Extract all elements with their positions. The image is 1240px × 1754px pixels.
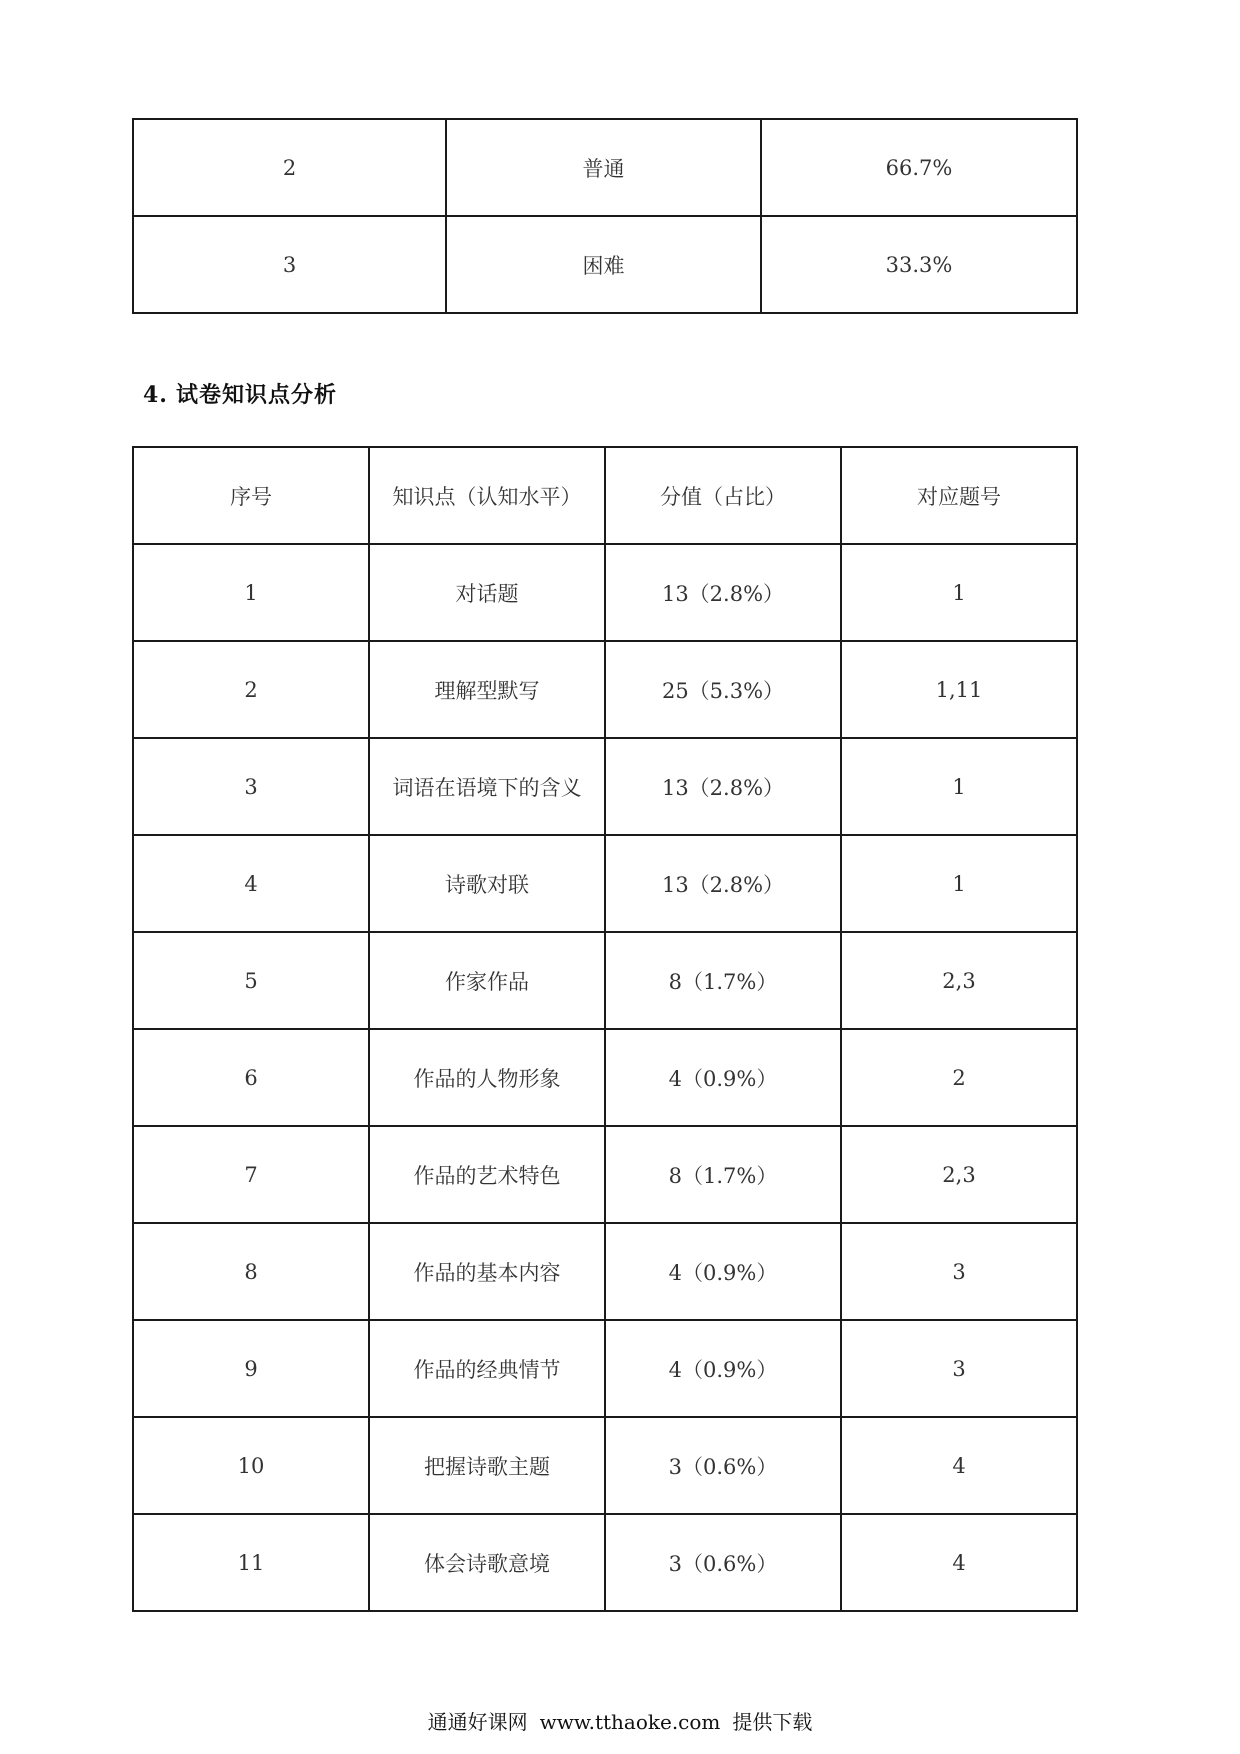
difficulty-level: 3: [133, 216, 446, 313]
table-row: [133, 1417, 1077, 1514]
row-number: 11: [133, 1514, 369, 1611]
row-number: 1: [133, 544, 369, 641]
score-ratio: 4（0.9%）: [605, 1029, 841, 1126]
knowledge-point: 理解型默写: [369, 641, 605, 738]
score-ratio: 8（1.7%）: [605, 1126, 841, 1223]
difficulty-table: [132, 118, 1078, 314]
row-number: 9: [133, 1320, 369, 1417]
table-row: [133, 641, 1077, 738]
table-row: [133, 738, 1077, 835]
row-number: 4: [133, 835, 369, 932]
section-number: 4.: [143, 382, 168, 408]
knowledge-point: 对话题: [369, 544, 605, 641]
score-ratio: 8（1.7%）: [605, 932, 841, 1029]
table-row: [133, 216, 1077, 313]
section-title: 试卷知识点分析: [175, 382, 337, 408]
row-number: 7: [133, 1126, 369, 1223]
question-numbers: 1: [841, 835, 1077, 932]
question-numbers: 2,3: [841, 1126, 1077, 1223]
question-numbers: 1: [841, 738, 1077, 835]
score-ratio: 13（2.8%）: [605, 738, 841, 835]
score-ratio: 13（2.8%）: [605, 544, 841, 641]
header-row: [133, 447, 1077, 544]
knowledge-point: 作品的艺术特色: [369, 1126, 605, 1223]
difficulty-percent: 33.3%: [761, 216, 1077, 313]
section-heading: [143, 378, 337, 409]
score-ratio: 13（2.8%）: [605, 835, 841, 932]
difficulty-level: 2: [133, 119, 446, 216]
table-row: [133, 932, 1077, 1029]
knowledge-table-body: [133, 544, 1077, 1611]
table-row: [133, 1514, 1077, 1611]
question-numbers: 1,11: [841, 641, 1077, 738]
knowledge-table-header: [133, 447, 1077, 544]
question-numbers: 3: [841, 1320, 1077, 1417]
score-ratio: 25（5.3%）: [605, 641, 841, 738]
question-numbers: 2,3: [841, 932, 1077, 1029]
question-numbers: 4: [841, 1514, 1077, 1611]
difficulty-percent: 66.7%: [761, 119, 1077, 216]
question-numbers: 4: [841, 1417, 1077, 1514]
column-header-number: 序号: [133, 447, 369, 544]
table-row: [133, 1126, 1077, 1223]
row-number: 3: [133, 738, 369, 835]
knowledge-point: 作品的人物形象: [369, 1029, 605, 1126]
table-row: [133, 1029, 1077, 1126]
knowledge-point: 词语在语境下的含义: [369, 738, 605, 835]
row-number: 2: [133, 641, 369, 738]
question-numbers: 2: [841, 1029, 1077, 1126]
knowledge-point-table: [132, 446, 1078, 1612]
row-number: 8: [133, 1223, 369, 1320]
table-row: [133, 835, 1077, 932]
table-row: [133, 1320, 1077, 1417]
score-ratio: 4（0.9%）: [605, 1320, 841, 1417]
row-number: 6: [133, 1029, 369, 1126]
question-numbers: 1: [841, 544, 1077, 641]
column-header-questions: 对应题号: [841, 447, 1077, 544]
column-header-knowledge-point: 知识点（认知水平）: [369, 447, 605, 544]
score-ratio: 3（0.6%）: [605, 1417, 841, 1514]
footer-url-link[interactable]: www.tthaoke.com: [539, 1710, 721, 1734]
knowledge-point: 作品的经典情节: [369, 1320, 605, 1417]
knowledge-point: 作品的基本内容: [369, 1223, 605, 1320]
table-row: [133, 544, 1077, 641]
table-row: [133, 1223, 1077, 1320]
score-ratio: 4（0.9%）: [605, 1223, 841, 1320]
difficulty-label: 普通: [446, 119, 761, 216]
difficulty-label: 困难: [446, 216, 761, 313]
question-numbers: 3: [841, 1223, 1077, 1320]
table-row: [133, 119, 1077, 216]
footer-site-name: 通通好课网: [427, 1710, 528, 1734]
page-footer: [0, 1706, 1240, 1735]
knowledge-point: 体会诗歌意境: [369, 1514, 605, 1611]
footer-suffix: 提供下载: [732, 1710, 813, 1734]
row-number: 10: [133, 1417, 369, 1514]
knowledge-point: 把握诗歌主题: [369, 1417, 605, 1514]
column-header-score: 分值（占比）: [605, 447, 841, 544]
score-ratio: 3（0.6%）: [605, 1514, 841, 1611]
row-number: 5: [133, 932, 369, 1029]
knowledge-point: 诗歌对联: [369, 835, 605, 932]
difficulty-table-body: [133, 119, 1077, 313]
knowledge-point: 作家作品: [369, 932, 605, 1029]
